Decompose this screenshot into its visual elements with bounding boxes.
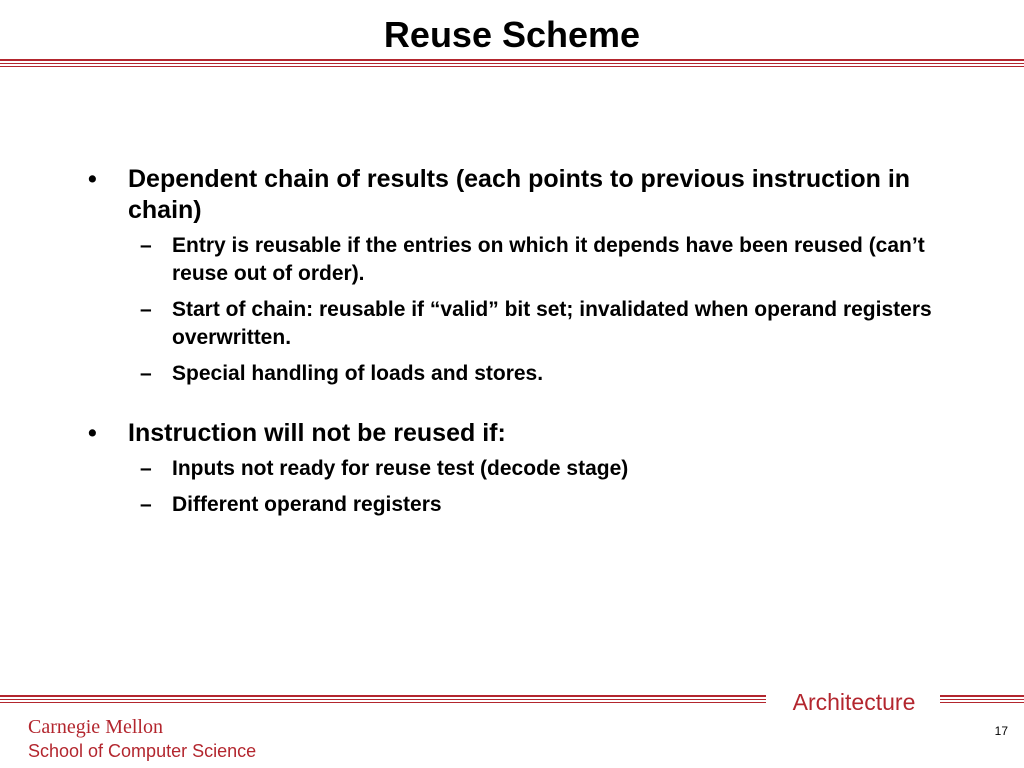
dash-icon: – xyxy=(140,298,152,321)
dash-icon: – xyxy=(140,493,152,516)
sub-bullet-text: Inputs not ready for reuse test (decode stage) xyxy=(172,457,629,480)
sub-bullet-item xyxy=(84,491,964,519)
bullet-item xyxy=(84,418,964,449)
title-divider xyxy=(0,59,1024,69)
sub-bullet-text: Entry is reusable if the entries on which it depends have been reused (can’t reuse out of order). xyxy=(172,234,925,285)
dash-icon: – xyxy=(140,362,152,385)
footer-divider-right xyxy=(940,695,1024,705)
sub-bullet-item xyxy=(84,455,964,483)
sub-bullet-text: Different operand registers xyxy=(172,493,442,516)
bullet-item xyxy=(84,164,964,226)
slide-body xyxy=(84,164,964,527)
dash-icon: – xyxy=(140,457,152,480)
footer-org-name: Carnegie Mellon xyxy=(28,716,163,738)
page-number: 17 xyxy=(994,724,1008,738)
sub-bullet-text: Start of chain: reusable if “valid” bit set; invalidated when operand registers overwritten. xyxy=(172,298,932,349)
sub-bullet-text: Special handling of loads and stores. xyxy=(172,362,544,385)
dash-icon: – xyxy=(140,234,152,257)
bullet-dot-icon: • xyxy=(88,419,97,447)
bullet-text: Instruction will not be reused if: xyxy=(128,419,506,447)
bullet-text: Dependent chain of results (each points to previous instruction in chain) xyxy=(128,165,911,224)
sub-bullet-item xyxy=(84,296,964,352)
bullet-dot-icon: • xyxy=(88,165,97,193)
slide-title: Reuse Scheme xyxy=(383,14,641,55)
sub-bullet-item xyxy=(84,232,964,288)
footer-school-name: School of Computer Science xyxy=(28,741,257,761)
footer-divider-left xyxy=(0,695,766,705)
section-label: Architecture xyxy=(792,689,916,715)
sub-bullet-item xyxy=(84,360,964,388)
